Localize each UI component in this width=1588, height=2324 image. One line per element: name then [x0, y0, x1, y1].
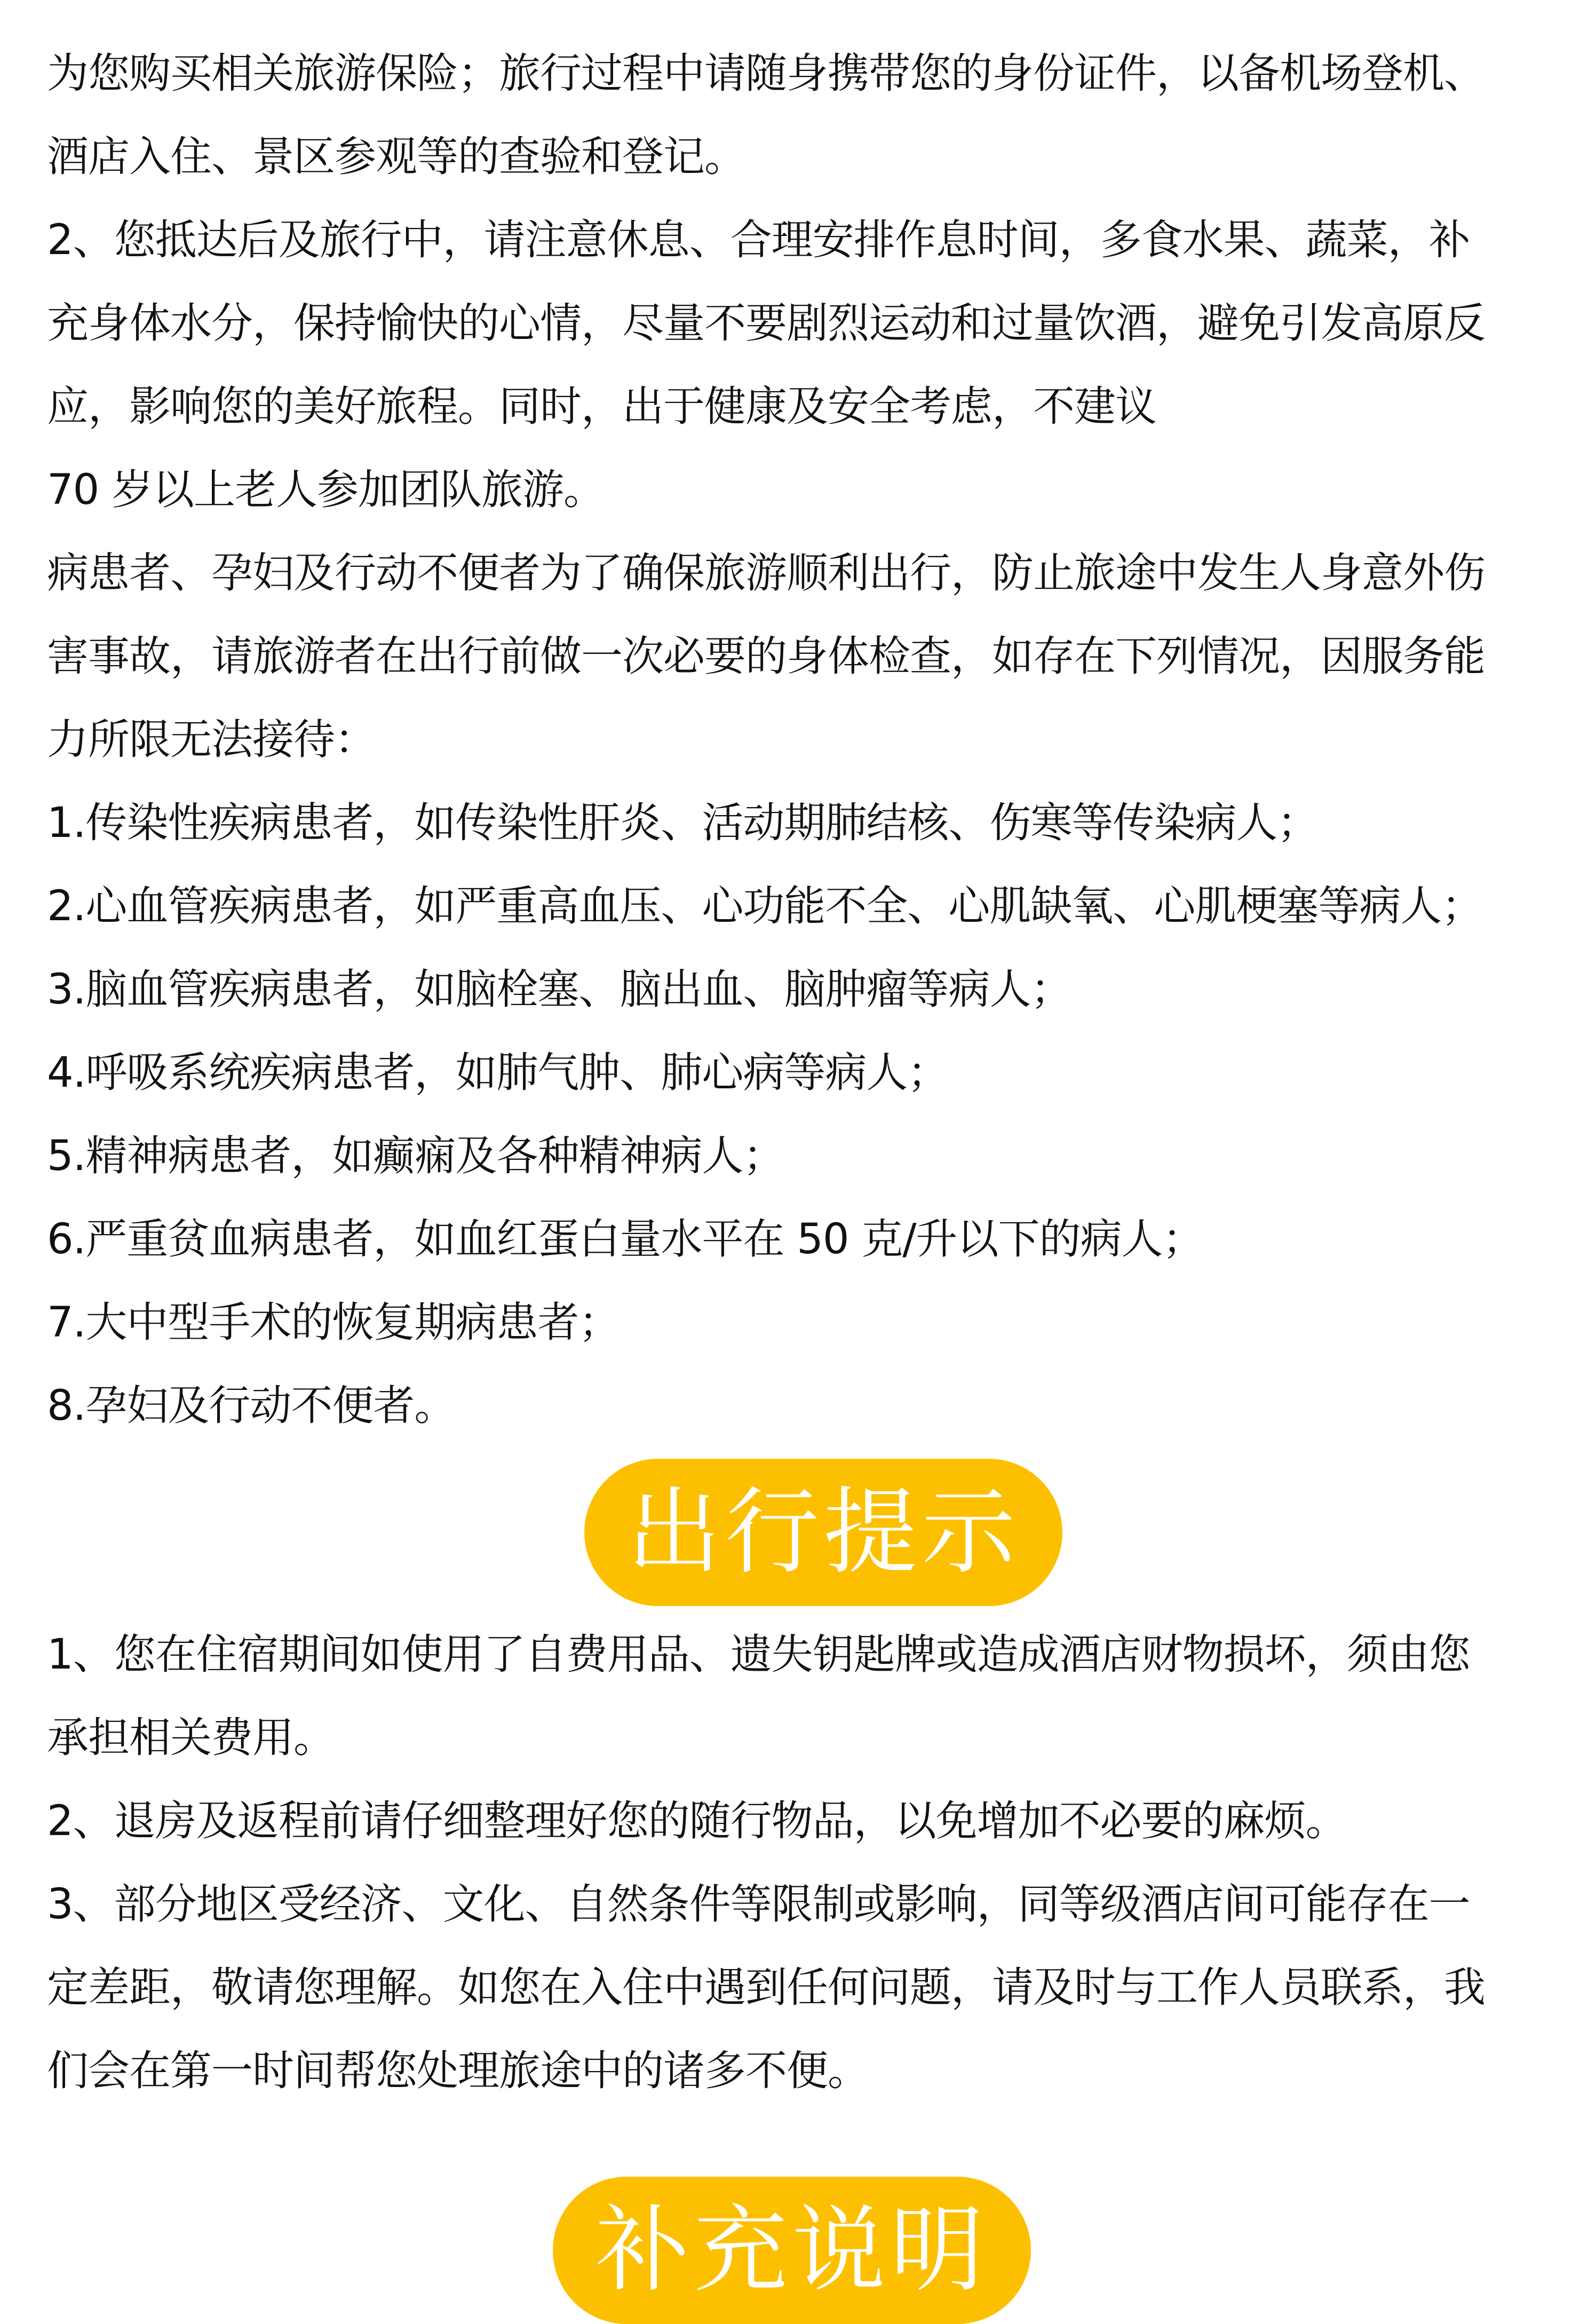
list-item: 4.呼吸系统疾病患者，如肺气肿、肺心病等病人； — [47, 1049, 949, 1097]
supplement-heading: 补充说明 — [553, 2177, 1031, 2324]
list-item: 2.心血管疾病患者，如严重高血压、心功能不全、心肌缺氧、心肌梗塞等病人； — [47, 882, 1483, 930]
travel-tips-heading: 出行提示 — [584, 1459, 1062, 1606]
text-line: 力所限无法接待： — [47, 716, 376, 764]
list-item: 1.传染性疾病患者，如传染性肝炎、活动期肺结核、伤寒等传染病人； — [47, 799, 1319, 847]
text-line: 们会在第一时间帮您处理旅途中的诸多不便。 — [47, 2047, 869, 2095]
text-line: 70 岁以上老人参加团队旅游。 — [47, 466, 605, 514]
text-line: 3、部分地区受经济、文化、自然条件等限制或影响，同等级酒店间可能存在一 — [47, 1880, 1470, 1928]
list-item: 3.脑血管疾病患者，如脑栓塞、脑出血、脑肿瘤等病人； — [47, 966, 1072, 1014]
text-line: 1、您在住宿期间如使用了自费用品、遗失钥匙牌或造成酒店财物损坏，须由您 — [47, 1631, 1470, 1679]
list-item: 7.大中型手术的恢复期病患者； — [47, 1299, 620, 1347]
health-notice-section — [47, 32, 1546, 1448]
text-line: 害事故，请旅游者在出行前做一次必要的身体检查，如存在下列情况，因服务能 — [47, 633, 1486, 681]
list-item: 8.孕妇及行动不便者。 — [47, 1382, 456, 1430]
text-line: 应，影响您的美好旅程。同时，出于健康及安全考虑，不建议 — [47, 383, 1157, 431]
text-line: 病患者、孕妇及行动不便者为了确保旅游顺利出行，防止旅途中发生人身意外伤 — [47, 549, 1486, 597]
text-line: 定差距，敬请您理解。如您在入住中遇到任何问题，请及时与工作人员联系，我 — [47, 1964, 1486, 2012]
text-line: 承担相关费用。 — [47, 1714, 335, 1762]
text-line: 2、您抵达后及旅行中，请注意休息、合理安排作息时间，多食水果、蔬菜，补 — [47, 216, 1470, 264]
text-line: 充身体水分，保持愉快的心情，尽量不要剧烈运动和过量饮酒，避免引发高原反 — [47, 299, 1486, 347]
text-line: 2、退房及返程前请仔细整理好您的随行物品，以免增加不必要的麻烦。 — [47, 1797, 1347, 1845]
list-item: 5.精神病患者，如癫痫及各种精神病人； — [47, 1132, 784, 1180]
travel-tips-section — [47, 1613, 1546, 2113]
text-line: 为您购买相关旅游保险；旅行过程中请随身携带您的身份证件，以备机场登机、 — [47, 50, 1486, 98]
text-line: 酒店入住、景区参观等的查验和登记。 — [47, 133, 746, 181]
list-item: 6.严重贫血病患者，如血红蛋白量水平在 50 克/升以下的病人； — [47, 1215, 1204, 1263]
